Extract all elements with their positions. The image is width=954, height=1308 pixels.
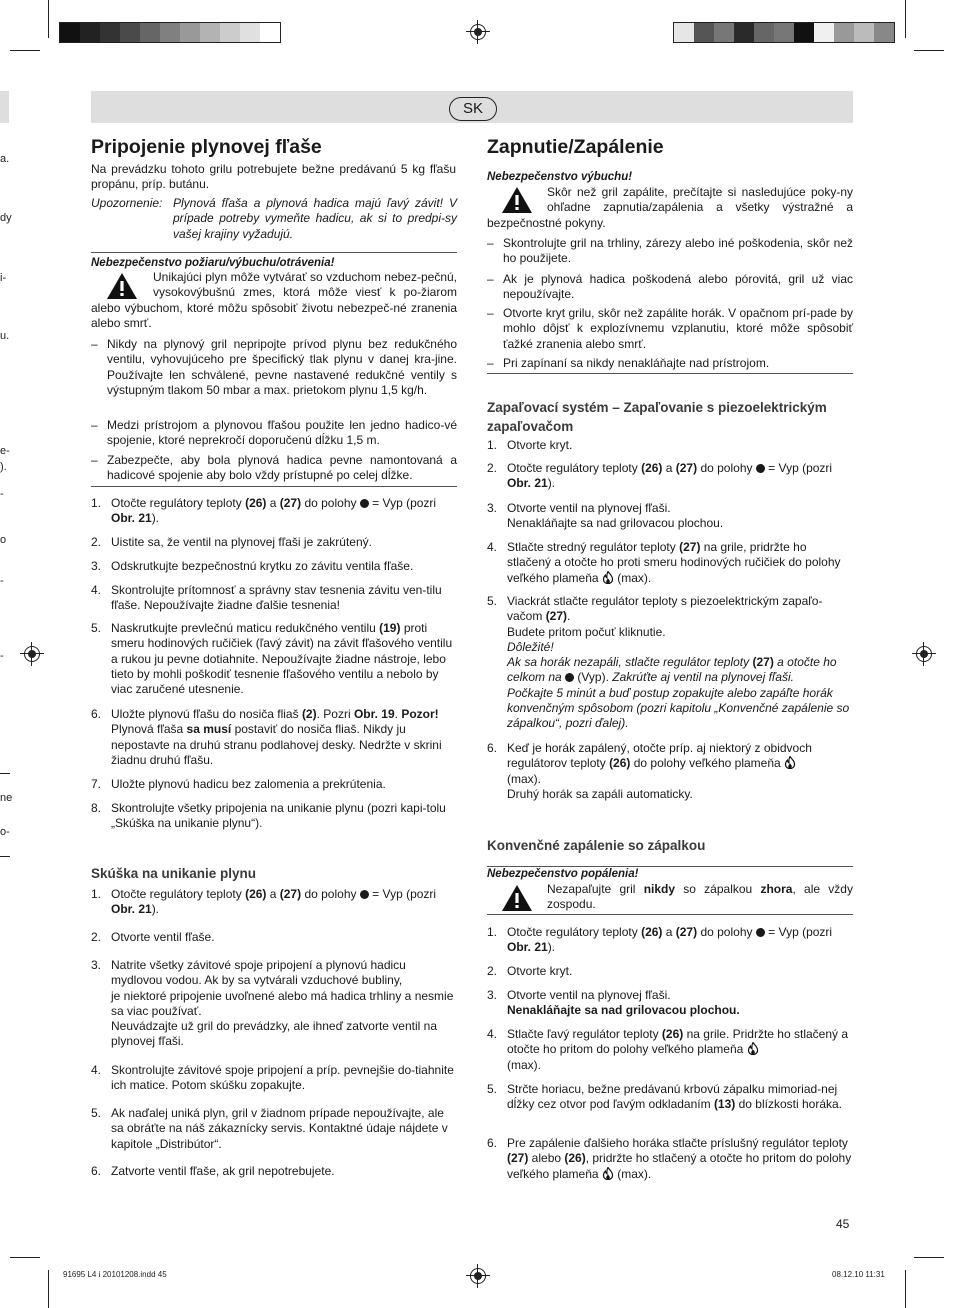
step-text: Naskrutkujte prevlečnú maticu redukčného ventilu (19) proti smeru hodinových ručičiek (ľavý závit) na závit fľašového ventilu a rukou ju pevne dotiahnite. Nepoužívajte žiadne nástroje, lebo tieto by mohli poškodiť tesnenie fľašového ventilu a nebolo by viac zaručené utesnenie. <box>111 621 453 697</box>
footer-file-info: 91695 L4 i 20101208.indd 45 <box>63 1270 167 1279</box>
step-text: Stlačte ľavý regulátor teploty (26) na grile. Pridržte ho stlačený a otočte ho pritom do polohy veľkého plameňa (max). <box>507 1027 849 1072</box>
edge-fragment: - <box>0 575 4 587</box>
off-position-dot-icon <box>360 499 369 508</box>
edge-fragment: a. <box>0 153 10 165</box>
step-text: Skontrolujte závitové spoje pripojení a príp. pevnejšie do-tiahnite ich matice. Potom skúšku zopakujte. <box>111 1063 454 1093</box>
danger-title: Nebezpečenstvo popálenia! <box>487 868 639 880</box>
crop-mark <box>48 1270 49 1308</box>
max-flame-icon <box>602 1167 614 1180</box>
divider <box>487 914 853 915</box>
edge-fragment: e- <box>0 445 10 457</box>
step-text: Otvorte ventil na plynovej fľaši. Nenakláňajte sa nad grilovacou plochou. <box>507 501 724 531</box>
edge-fragment: i- <box>0 272 7 284</box>
crop-mark <box>914 50 944 51</box>
edge-fragment: - <box>0 650 4 662</box>
step-text: Otočte regulátory teploty (26) a (27) do polohy = Vyp (pozri Obr. 21). <box>111 496 437 526</box>
danger-text <box>91 270 457 331</box>
section-title-ignition: Zapnutie/Zapálenie <box>487 136 664 158</box>
off-position-dot-icon <box>565 673 574 682</box>
step-text: Otvorte ventil fľaše. <box>111 930 215 944</box>
edge-fragment: u. <box>0 330 10 342</box>
off-position-dot-icon <box>360 890 369 899</box>
step-text: Ak naďalej uniká plyn, gril v žiadnom prípade nepoužívajte, ale sa obráťte na náš zákaznícky servis. Kontaktné údaje nájdete v kapitole „Distribútor“. <box>111 1106 448 1151</box>
max-flame-icon <box>747 1042 759 1055</box>
step-text: Otvorte kryt. <box>507 438 573 452</box>
crop-mark <box>10 50 40 51</box>
crop-mark <box>905 0 906 38</box>
edge-fragment: o <box>0 534 7 546</box>
step-text: Skontrolujte prítomnosť a správny stav tesnenia závitu ven-tilu fľaše. Nepoužívajte žiadne ďalšie tesnenia! <box>111 583 442 613</box>
step-text: Uložte plynovú hadicu bez zalomenia a prekrútenia. <box>111 777 386 791</box>
step-text: Keď je horák zapálený, otočte príp. aj niektorý z obidvoch regulátorov teploty (26) do polohy veľkého plameňa (max). Druhý horák sa zapáli automaticky. <box>507 741 812 801</box>
step-text: Odskrutkujte bezpečnostnú krytku zo závitu ventila fľaše. <box>111 559 414 573</box>
edge-fragment: - <box>0 488 4 500</box>
step-text: Otočte regulátory teploty (26) a (27) do polohy = Vyp (pozri Obr. 21). <box>507 925 833 955</box>
dash-text: Pri zapínaní sa nikdy nenakláňajte nad prístrojom. <box>503 356 770 370</box>
page-number: 45 <box>836 1217 850 1231</box>
dash-text: Nikdy na plynový gril nepripojte prívod plynu bez redukčného ventilu, vyhovujúceho pre špecifický tlak plynu v danej kra-jine. Používajte len schválené, pevne nastavené redukčné ventily s výstupným tlakom 50 mbar a max. prietokom plynu 1,5 kg/h. <box>107 337 457 397</box>
crop-mark <box>48 0 49 38</box>
registration-mark-left <box>24 646 40 662</box>
max-flame-icon <box>784 756 796 769</box>
step-text: Otvorte ventil na plynovej fľaši. Nenakláňajte sa nad grilovacou plochou. <box>507 988 740 1018</box>
off-position-dot-icon <box>756 928 765 937</box>
warning-triangle-icon <box>501 884 533 912</box>
step-text: Pre zapálenie ďalšieho horáka stlačte príslušný regulátor teploty (27) alebo (26), pridržte ho stlačený a otočte ho pritom do polohy veľkého plameňa (max). <box>507 1136 852 1181</box>
step-text: Skontrolujte všetky pripojenia na unikanie plynu (pozri kapi-tolu „Skúška na unikanie plynu“). <box>111 801 446 831</box>
danger-title: Nebezpečenstvo výbuchu! <box>487 171 633 183</box>
danger-text <box>487 185 853 231</box>
dash-text: Skontrolujte gril na trhliny, zárezy alebo iné poškodenia, skôr než ho použijete. <box>503 236 853 266</box>
registration-mark-bottom <box>470 1268 486 1284</box>
dash-text: Otvorte kryt grilu, skôr než zapálite horák. V opačnom prí-pade by mohlo dôjsť k explozívnemu vzplanutiu, ktoré môže spôsobiť ťažké zranenia alebo smrť. <box>503 306 853 351</box>
off-position-dot-icon <box>756 464 765 473</box>
footer-date-time: 08.12.10 11:31 <box>832 1270 885 1279</box>
edge-fragment: dy <box>0 212 12 224</box>
subsection-title-piezo: Zapaľovací systém – Zapaľovanie s piezoelektrickým zapaľovačom <box>487 400 827 434</box>
divider <box>91 252 457 253</box>
max-flame-icon <box>602 571 614 584</box>
step-text: Otvorte kryt. <box>507 964 573 978</box>
step-text: Otočte regulátory teploty (26) a (27) do polohy = Vyp (pozri Obr. 21). <box>507 461 833 491</box>
crop-mark <box>914 1257 944 1258</box>
dash-text: Ak je plynová hadica poškodená alebo pórovitá, gril už viac nepoužívajte. <box>503 272 853 302</box>
crop-mark <box>10 1257 40 1258</box>
step-text: Viackrát stlačte regulátor teploty s piezoelektrickým zapaľo-vačom (27). Budete pritom počuť kliknutie. Dôležité! Ak sa horák nezapáli, stlačte regulátor teploty (27) a otočte ho celkom na (Vyp). Zakrúťte aj ventil na plynovej fľaši. Počkajte 5 minút a buď postup zopakujte alebo zapáľte horák konvenčným spôsobom (pozri kapitolu „Konvenčné zapálenie so zápalkou“, pozri ďalej). <box>507 594 850 731</box>
registration-mark-top <box>470 24 486 40</box>
intro-text: Na prevádzku tohoto grilu potrebujete bežne predávanú 5 kg fľašu propánu, príp. butánu. <box>91 162 456 192</box>
dash-text: Zabezpečte, aby bola plynová hadica pevne namontovaná a hadicové spojenie aby bolo vždy prístupné po celej dĺžke. <box>107 453 457 483</box>
edge-fragment: o- <box>0 826 10 838</box>
note-text: Plynová fľaša a plynová hadica majú ľavý závit! V prípade potreby vymeňte hadicu, ak si to predpi-sy vašej krajiny vyžadujú. <box>173 196 457 241</box>
color-bar-right <box>673 22 895 43</box>
step-text: Zatvorte ventil fľaše, ak gril nepotrebujete. <box>111 1164 335 1178</box>
step-text: Otočte regulátory teploty (26) a (27) do polohy = Vyp (pozri Obr. 21). <box>111 887 437 917</box>
dash-text: Medzi prístrojom a plynovou fľašou použite len jedno hadico-vé spojenie, ktoré neprekročí doporučenú dĺžku 1,5 m. <box>107 418 457 448</box>
edge-fragment: ne <box>0 792 13 804</box>
registration-mark-right <box>916 646 932 662</box>
step-text: Stlačte stredný regulátor teploty (27) na grile, pridržte ho stlačený a otočte ho proti smeru hodinových ručičiek do polohy veľkého plameňa (max). <box>507 540 841 585</box>
subsection-title-match: Konvenčné zapálenie so zápalkou <box>487 838 706 853</box>
section-title-gas-bottle: Pripojenie plynovej fľaše <box>91 136 322 158</box>
step-text: Uistite sa, že ventil na plynovej fľaši je zakrútený. <box>111 535 372 549</box>
subsection-title-leak-test: Skúška na unikanie plynu <box>91 866 257 881</box>
danger-title: Nebezpečenstvo požiaru/výbuchu/otrávenia! <box>91 257 335 269</box>
language-badge: SK <box>449 97 497 121</box>
danger-text: Nezapaľujte gril nikdy so zápalkou zhora, ale vždy zospodu. <box>547 882 853 912</box>
danger-text-content: Unikajúci plyn môže vytvárať so vzduchom nebez-pečnú, vysokovýbušnú zmes, ktorá môže viesť k po-žiarom alebo výbuchom, ktoré môžu spôsobiť životu nebezpeč-né zranenia alebo smrť. <box>91 270 457 330</box>
danger-text-content: Skôr než gril zapálite, prečítajte si nasledujúce poky-ny ohľadne zapnutia/zapálenia a všetky výstražné a bezpečnostné pokyny. <box>487 185 853 230</box>
step-text: Strčte horiacu, bežne predávanú krbovú zápalku mimoriad-nej dĺžky cez otvor pod ľavým odkladaním (13) do blízkosti horáka. <box>507 1082 843 1112</box>
divider <box>91 486 457 487</box>
crop-mark <box>905 1270 906 1308</box>
step-text: Natrite všetky závitové spoje pripojení a plynovú hadicu mydlovou vodou. Ak by sa vytvárali vzduchové bubliny, je niektoré pripojenie uvoľnené alebo má hadica trhliny a nesmie sa viac používať. Neuvádzajte už gril do prevádzky, ale ihneď zatvorte ventil na plynovej fľaši. <box>111 958 454 1049</box>
edge-line <box>0 773 10 774</box>
step-text: Uložte plynovú fľašu do nosiča fliaš (2). Pozri Obr. 19. Pozor! Plynová fľaša sa musí postaviť do nosiča fliaš. Nikdy ju nepostavte na druhú stranu podlahovej desky. Nedržte v skrini žiadnu druhú fľašu. <box>111 707 442 767</box>
color-bar-left <box>59 22 281 43</box>
edge-fragment: ). <box>0 461 7 473</box>
edge-line <box>0 856 10 857</box>
left-gray-tab <box>0 91 9 123</box>
divider <box>487 373 853 374</box>
note-label: Upozornenie: <box>91 196 163 210</box>
